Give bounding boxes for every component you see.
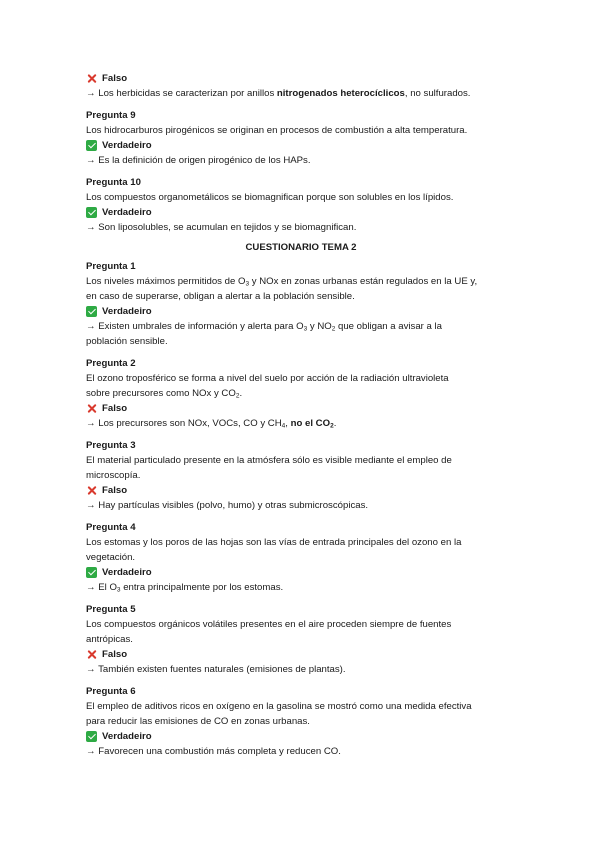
question-title: Pregunta 6	[86, 686, 136, 697]
check-mark-icon	[86, 140, 97, 151]
answer-true	[86, 138, 516, 153]
cross-mark-icon	[86, 73, 97, 84]
answer-label: Falso	[102, 649, 128, 660]
question-title: Pregunta 3	[86, 440, 136, 451]
question-statement: Los compuestos orgánicos volátiles presentes en el aire proceden siempre de fuentes	[86, 619, 452, 630]
document-content	[86, 71, 516, 759]
check-mark-icon	[86, 207, 97, 218]
explanation: → Favorecen una combustión más completa y reducen CO.	[86, 746, 341, 757]
explanation: → El $O_3$ entra principalmente por los estomas.	[86, 582, 284, 594]
question-title: Pregunta 9	[86, 110, 136, 121]
answer-true	[86, 304, 516, 319]
cross-mark-icon	[86, 485, 97, 496]
answer-false	[86, 401, 516, 416]
explanation: → Los precursores son NOx, VOCs, CO y $CH_4$, no el $CO_2$.	[86, 418, 337, 430]
explanation: → Existen umbrales de información y alerta para $O_3$ y $NO_2$ que obligan a avisar a la	[86, 321, 443, 333]
answer-true	[86, 205, 516, 220]
question-title: Pregunta 10	[86, 177, 141, 188]
question-statement: Los compuestos organometálicos se biomagnifican porque son solubles en los lípidos.	[86, 192, 454, 203]
question-statement: microscopía.	[86, 470, 141, 481]
answer-false	[86, 71, 516, 86]
explanation: → Son liposolubles, se acumulan en tejidos y se biomagnifican.	[86, 222, 357, 233]
question-statement: Los hidrocarburos pirogénicos se originan en procesos de combustión a alta temperatura.	[86, 125, 468, 136]
answer-label: Falso	[102, 485, 128, 496]
check-mark-icon	[86, 306, 97, 317]
answer-true	[86, 729, 516, 744]
answer-true	[86, 565, 516, 580]
question-statement: El ozono troposférico se forma a nivel del suelo por acción de la radiación ultravioleta	[86, 373, 449, 384]
question-title: Pregunta 2	[86, 358, 136, 369]
check-mark-icon	[86, 731, 97, 742]
question-statement: sobre precursores como NOx y $CO_2$.	[86, 388, 243, 400]
check-mark-icon	[86, 567, 97, 578]
explanation: → También existen fuentes naturales (emisiones de plantas).	[86, 664, 346, 675]
explanation: población sensible.	[86, 336, 168, 347]
question-statement: para reducir las emisiones de CO en zonas urbanas.	[86, 716, 310, 727]
answer-label: Verdadeiro	[102, 207, 152, 218]
question-statement: Los estomas y los poros de las hojas son las vías de entrada principales del ozono en la	[86, 537, 462, 548]
cross-mark-icon	[86, 649, 97, 660]
question-title: Pregunta 4	[86, 522, 136, 533]
question-title: Pregunta 5	[86, 604, 136, 615]
answer-label: Verdadeiro	[102, 140, 152, 151]
question-statement: en caso de superarse, obligan a alertar a la población sensible.	[86, 291, 355, 302]
explanation: → Los herbicidas se caracterizan por anillos nitrogenados heterocíclicos, no sulfurados.	[86, 88, 471, 99]
explanation: → Hay partículas visibles (polvo, humo) y otras submicroscópicas.	[86, 500, 369, 511]
answer-label: Verdadeiro	[102, 306, 152, 317]
answer-label: Verdadeiro	[102, 731, 152, 742]
question-statement: El empleo de aditivos ricos en oxígeno en la gasolina se mostró como una medida efectiva	[86, 701, 472, 712]
answer-label: Falso	[102, 73, 128, 84]
question-statement: antrópicas.	[86, 634, 133, 645]
question-statement: El material particulado presente en la atmósfera sólo es visible mediante el empleo de	[86, 455, 452, 466]
answer-false	[86, 483, 516, 498]
question-statement: Los niveles máximos permitidos de $O_3$ y NOx en zonas urbanas están regulados en la UE y,	[86, 276, 478, 288]
question-title: Pregunta 1	[86, 261, 136, 272]
answer-label: Verdadeiro	[102, 567, 152, 578]
question-statement: vegetación.	[86, 552, 136, 563]
answer-false	[86, 647, 516, 662]
cross-mark-icon	[86, 403, 97, 414]
section-title: CUESTIONARIO TEMA 2	[245, 242, 357, 253]
explanation: → Es la definición de origen pirogénico de los HAPs.	[86, 155, 311, 166]
answer-label: Falso	[102, 403, 128, 414]
